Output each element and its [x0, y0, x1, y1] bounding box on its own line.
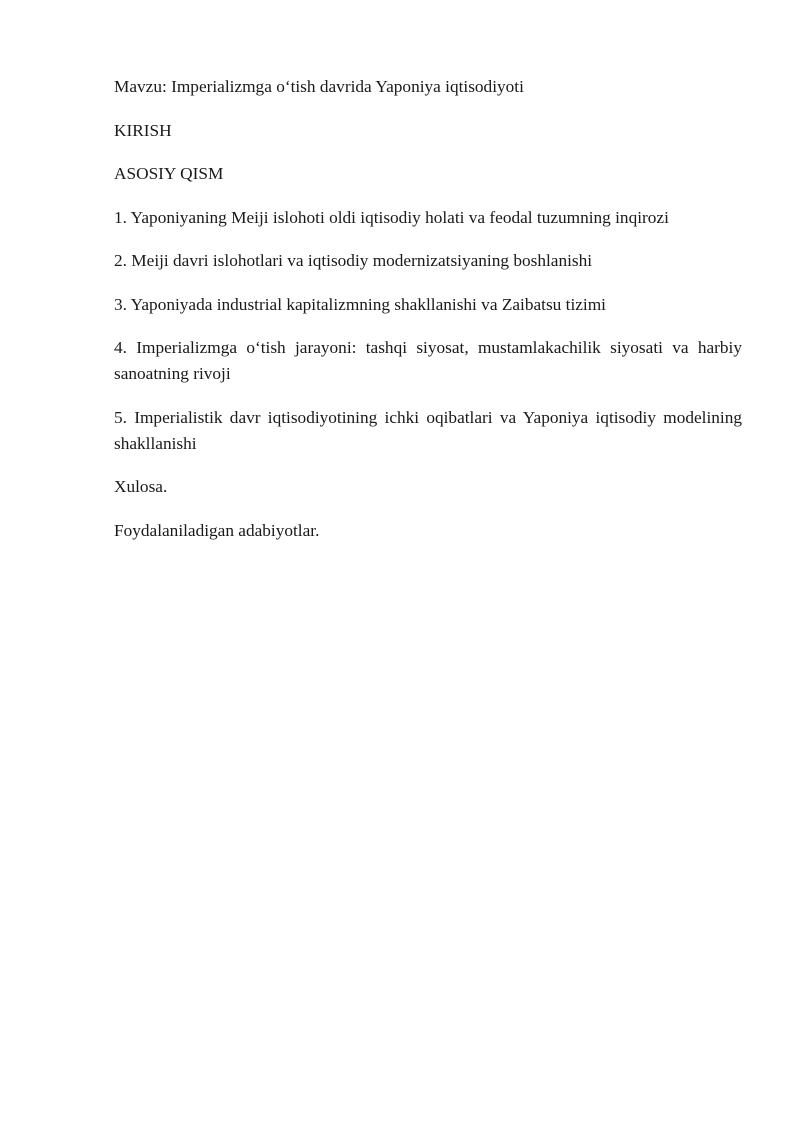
outline-item-4: 4. Imperializmga o‘tish jarayoni: tashqi siyosat, mustamlakachilik siyosati va harbiy sanoatning rivoji	[114, 338, 742, 383]
references-heading: Foydalaniladigan adabiyotlar.	[114, 520, 320, 540]
main-section-heading: ASOSIY QISM	[114, 164, 224, 183]
outline-item-1: 1. Yaponiyaning Meiji islohoti oldi iqtisodiy holati va feodal tuzumning inqirozi	[114, 207, 669, 227]
document-content	[114, 74, 742, 561]
outline-item-2: 2. Meiji davri islohotlari va iqtisodiy modernizatsiyaning boshlanishi	[114, 251, 593, 270]
outline-item-3: 3. Yaponiyada industrial kapitalizmning shakllanishi va Zaibatsu tizimi	[114, 294, 606, 314]
intro-heading: KIRISH	[114, 120, 172, 140]
conclusion-heading: Xulosa.	[114, 477, 168, 496]
document-title: Mavzu: Imperializmga o‘tish davrida Yaponiya iqtisodiyoti	[114, 77, 524, 96]
outline-item-5: 5. Imperialistik davr iqtisodiyotining ichki oqibatlari va Yaponiya iqtisodiy modelining shakllanishi	[114, 407, 742, 453]
